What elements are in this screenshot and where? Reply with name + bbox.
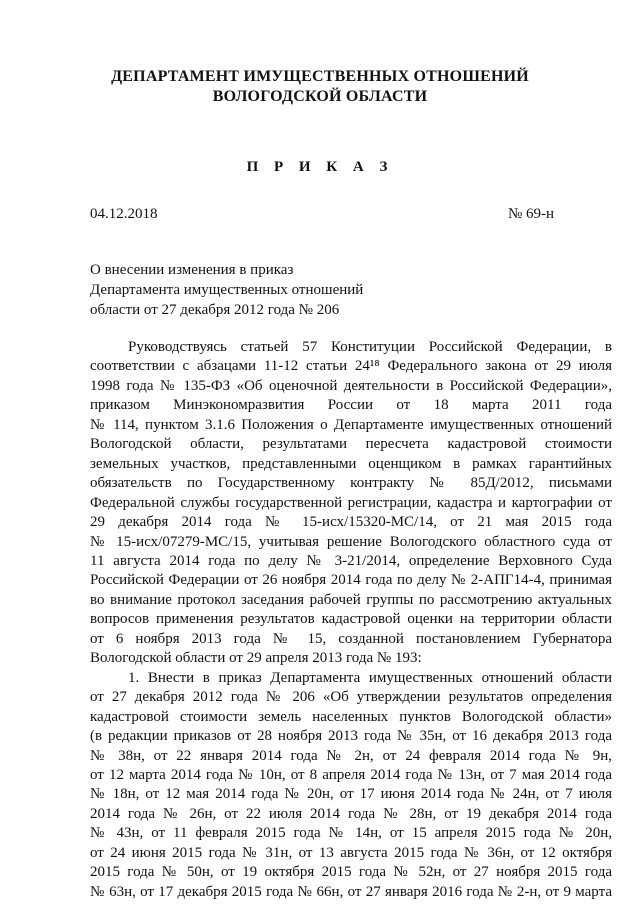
body-line: Российской Федерации от 26 ноября 2014 года по делу № 2-АПГ14-4, принимая [90, 572, 612, 589]
order-date: 04.12.2018 [90, 206, 158, 222]
body-line: от 27 декабря 2012 года № 206 «Об утверждении результатов определения [90, 689, 612, 706]
body-line: от 24 июня 2015 года № 31н, от 13 августа 2015 года № 36н, от 12 октября [90, 844, 612, 861]
org-name-line-1: ДЕПАРТАМЕНТ ИМУЩЕСТВЕННЫХ ОТНОШЕНИЙ [111, 68, 529, 85]
body-line: Федеральной службы государственной регистрации, кадастра и картографии от [90, 494, 612, 511]
subject-line: О внесении изменения в приказ [90, 262, 294, 278]
body-line: № 63н, от 17 декабря 2015 года № 66н, от 27 января 2016 года № 2-н, от 9 марта [90, 883, 612, 900]
order-subject [90, 260, 363, 320]
body-line: № 114, пунктом 3.1.6 Положения о Департаменте имущественных отношений [90, 416, 612, 433]
body-line: Вологодской области от 29 апреля 2013 года № 193: [90, 650, 422, 667]
body-line: Руководствуясь статьей 57 Конституции Российской Федерации, в [128, 339, 612, 355]
body-line: от 6 ноября 2013 года № 15, созданной постановлением Губернатора [90, 630, 612, 647]
body-line: Вологодской области, результатами пересчета кадастровой стоимости [90, 436, 612, 453]
body-line: № 38н, от 22 января 2014 года № 2н, от 24 февраля 2014 года № 9н, [90, 747, 612, 764]
order-body [90, 338, 612, 902]
body-line: приказом Минэкономразвития России от 18 марта 2011 года [90, 397, 612, 414]
body-line: 29 декабря 2014 года № 15-исх/15320-МС/14, от 21 мая 2015 года [90, 514, 612, 531]
org-name-line-2: ВОЛОГОДСКОЙ ОБЛАСТИ [212, 88, 428, 105]
body-line: 1. Внести в приказ Департамента имущественных отношений области [128, 669, 612, 686]
subject-line: Департамента имущественных отношений [90, 282, 364, 298]
body-line: 2014 года № 26н, от 22 июля 2014 года № 28н, от 19 декабря 2014 года [90, 805, 612, 822]
body-line: от 12 марта 2014 года № 10н, от 8 апреля 2014 года № 13н, от 7 мая 2014 года [90, 766, 612, 783]
body-line: обязательств по Государственному контракту № 85Д/2012, письмами [90, 475, 612, 492]
body-line: (в редакции приказов от 28 ноября 2013 года № 35н, от 16 декабря 2013 года [90, 728, 612, 745]
body-line: 2015 года № 50н, от 19 октября 2015 года № 52н, от 27 ноября 2015 года [90, 864, 612, 881]
body-line: во внимание протокол заседания рабочей группы по рассмотрению актуальных [90, 591, 612, 608]
order-number: № 69-н [508, 206, 555, 222]
body-line: 11 августа 2014 года по делу № 3-21/2014, определение Верховного Суда [90, 552, 612, 569]
body-line: земельных участков, представленными оценщиком в рамках гарантийных [90, 455, 612, 472]
body-line: кадастровой стоимости земель населенных пунктов Вологодской области» [90, 708, 612, 725]
subject-line: области от 27 декабря 2012 года № 206 [90, 302, 340, 318]
body-line: № 18н, от 12 мая 2014 года № 20н, от 17 июня 2014 года № 24н, от 7 июля [90, 786, 612, 803]
body-line: 1998 года № 135-ФЗ «Об оценочной деятельности в Российской Федерации», [90, 377, 612, 394]
body-line: № 43н, от 11 февраля 2015 года № 14н, от 15 апреля 2015 года № 20н, [90, 825, 612, 842]
body-line: № 15-исх/07279-МС/15, учитывая решение Вологодского областного суда от [90, 533, 612, 550]
body-line: соответствии с абзацами 11-12 статьи 24¹⁸ Федерального закона от 29 июля [90, 358, 612, 375]
body-line: вопросов применения результатов кадастровой оценки на территории области [90, 611, 612, 628]
document-type-title: П Р И К А З [246, 159, 394, 175]
